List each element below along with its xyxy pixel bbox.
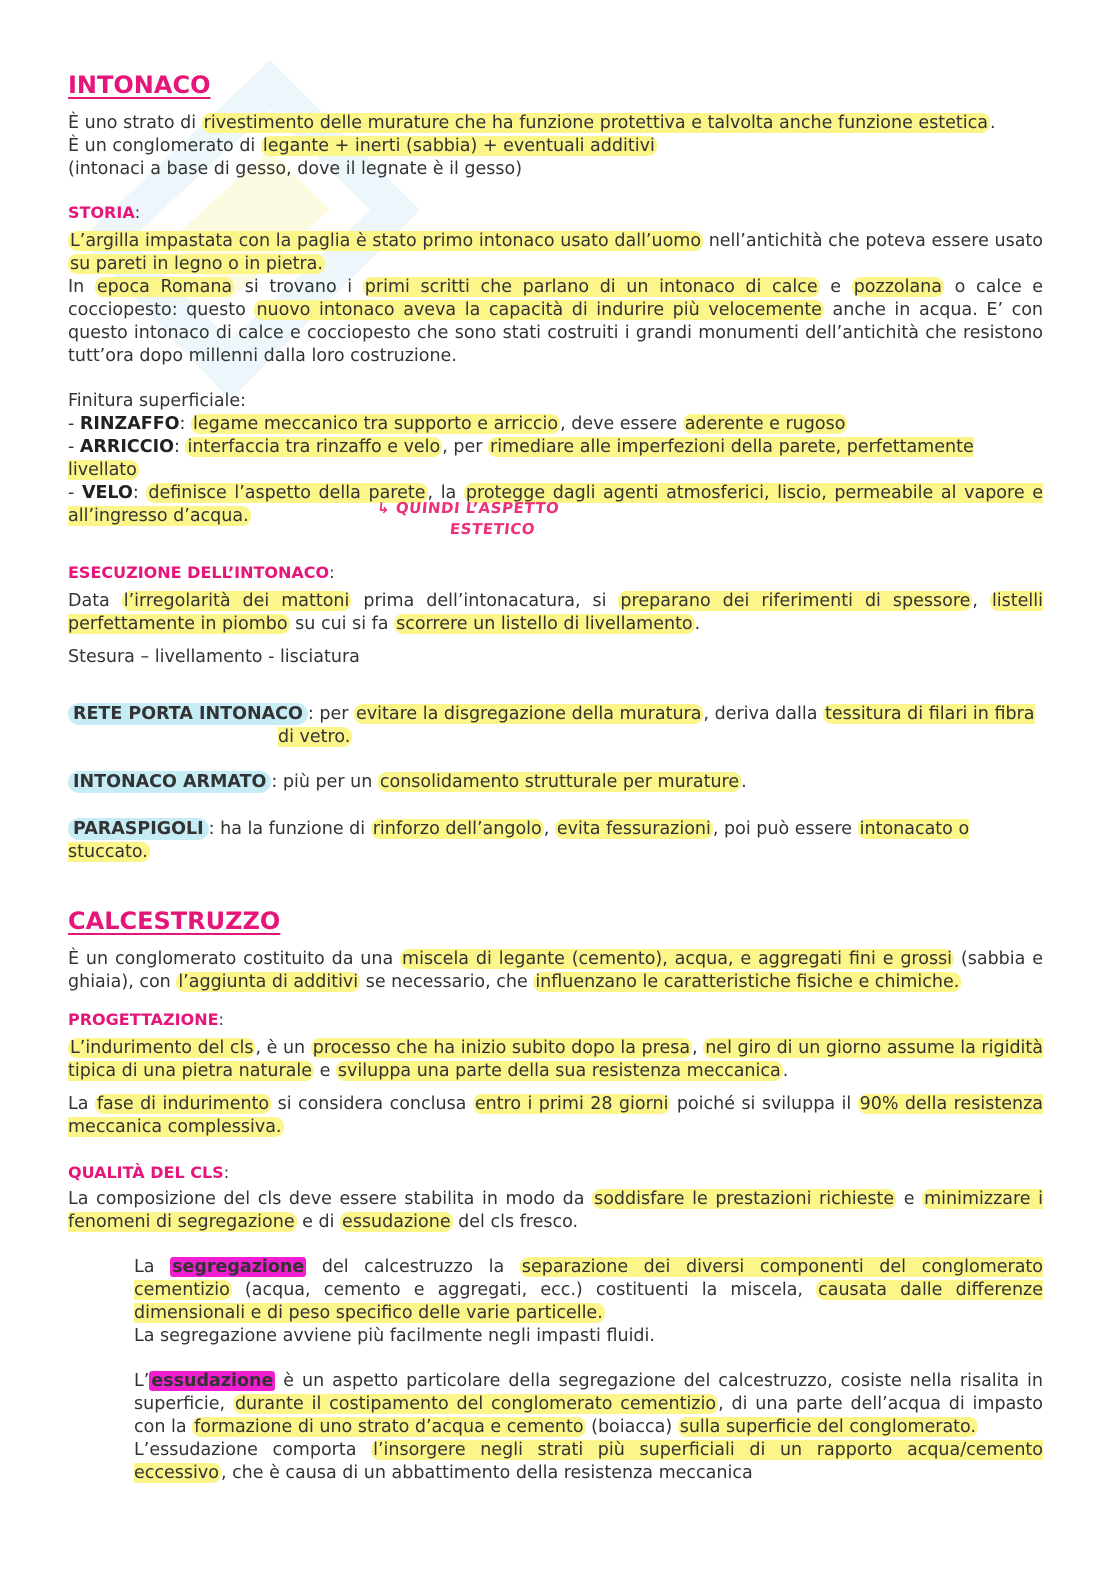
paraspigoli-label: PARASPIGOLI	[68, 818, 209, 840]
rinzaffo-item: - RINZAFFO: legame meccanico tra supporto e arriccio , deve essere aderente e rugoso	[68, 414, 846, 434]
essudazione-term: essudazione	[151, 1371, 274, 1391]
arriccio-item: - ARRICCIO: interfaccia tra rinzaffo e velo , per rimediare alle imperfezioni della parete, perfettamente livellato	[68, 437, 974, 480]
rete-porta-intonaco: RETE PORTA INTONACO : per evitare la disgregazione della muratura , deriva dalla tessitura di filari in fibra di vetro.	[68, 703, 1043, 749]
handwritten-note: ↳ QUINDI L’ASPETTO ESTETICO	[376, 499, 561, 538]
velo-item: - VELO: definisce l’aspetto della parete , la protegge dagli agenti atmosferici, liscio, permeabile al vapore e all’ingresso d’acqua.	[68, 483, 1043, 526]
progettazione-heading: PROGETTAZIONE:	[68, 1010, 224, 1029]
segregazione-paragraph: La segregazione del calcestruzzo la separazione dei diversi componenti del conglomerato cementizio (acqua, cemento e aggregati, ecc.) costituenti la miscela, causata dalle differenze dimensionali e di peso specifico delle varie particelle. La segregazione avviene più facilmente negli impasti fluidi.	[134, 1257, 1043, 1346]
essudazione-paragraph: L’ essudazione è un aspetto particolare della segregazione del calcestruzzo, cosiste nella risalita in superficie, durante il costipamento del conglomerato cementizio , di una parte dell’acqua di impasto con la formazione di uno strato d’acqua e cemento (boiacca) sulla superficie del conglomerato. L’essudazione comporta l’insorgere negli strati più superficiali di un rapporto acqua/cemento eccessivo , che è causa di un abbattimento della resistenza meccanica	[134, 1371, 1044, 1483]
intonaco-gesso-note: (intonaci a base di gesso, dove il legnate è il gesso)	[68, 159, 523, 179]
calcestruzzo-definition: È un conglomerato costituito da una miscela di legante (cemento), acqua, e aggregati fini e grossi (sabbia e ghiaia), con l’aggiunta di additivi se necessario, che influenzano le caratteristiche fisiche e chimiche.	[68, 949, 1043, 992]
storia-heading: STORIA:	[68, 203, 141, 222]
indurimento-paragraph: La fase di indurimento si considera conclusa entro i primi 28 giorni poiché si sviluppa il 90% della resistenza meccanica complessiva.	[68, 1094, 1043, 1137]
intonaco-title: INTONACO	[68, 71, 211, 99]
paraspigoli: PARASPIGOLI : ha la funzione di rinforzo dell’angolo , evita fessurazioni , poi può essere intonacato o stuccato.	[68, 819, 970, 862]
progettazione-paragraph: L’indurimento del cls , è un processo che ha inizio subito dopo la presa , nel giro di un giorno assume la rigidità tipica di una pietra naturale e sviluppa una parte della sua resistenza meccanica .	[68, 1038, 1043, 1081]
calcestruzzo-title: CALCESTRUZZO	[68, 907, 281, 935]
qualita-heading: QUALITÀ DEL CLS:	[68, 1163, 230, 1182]
armato-label: INTONACO ARMATO	[68, 771, 271, 793]
qualita-paragraph: La composizione del cls deve essere stabilita in modo da soddisfare le prestazioni richieste e minimizzare i fenomeni di segregazione e di essudazione del cls fresco.	[68, 1189, 1043, 1232]
esecuzione-heading: ESECUZIONE DELL’INTONACO:	[68, 563, 335, 582]
storia-paragraph: L’argilla impastata con la paglia è stato primo intonaco usato dall’uomo nell’antichità che poteva essere usato su pareti in legno o in pietra. In epoca Romana si trovano i primi scritti che parlano di un intonaco di calce e pozzolana o calce e cocciopesto: questo nuovo intonaco aveva la capacità di indurire più velocemente anche in acqua. E’ con questo intonaco di calce e cocciopesto che sono stati costruiti i grandi monumenti dell’antichità che resistono tutt’ora dopo millenni dalla loro costruzione.	[68, 231, 1044, 366]
esecuzione-steps: Stesura – livellamento - lisciatura	[68, 647, 360, 667]
intonaco-armato: INTONACO ARMATO : più per un consolidamento strutturale per murature .	[68, 771, 1043, 794]
document-page	[68, 68, 1043, 1485]
intonaco-definition: È uno strato di rivestimento delle murature che ha funzione protettiva e talvolta anche funzione estetica .	[68, 113, 996, 133]
rete-label: RETE PORTA INTONACO	[68, 703, 308, 725]
intonaco-composition: È un conglomerato di legante + inerti (sabbia) + eventuali additivi	[68, 136, 655, 156]
finitura-label: Finitura superficiale:	[68, 391, 247, 411]
segregazione-term: segregazione	[172, 1257, 305, 1277]
esecuzione-paragraph: Data l’irregolarità dei mattoni prima dell’intonacatura, si preparano dei riferimenti di spessore , listelli perfettamente in piombo su cui si fa scorrere un listello di livellamento .	[68, 591, 1043, 634]
